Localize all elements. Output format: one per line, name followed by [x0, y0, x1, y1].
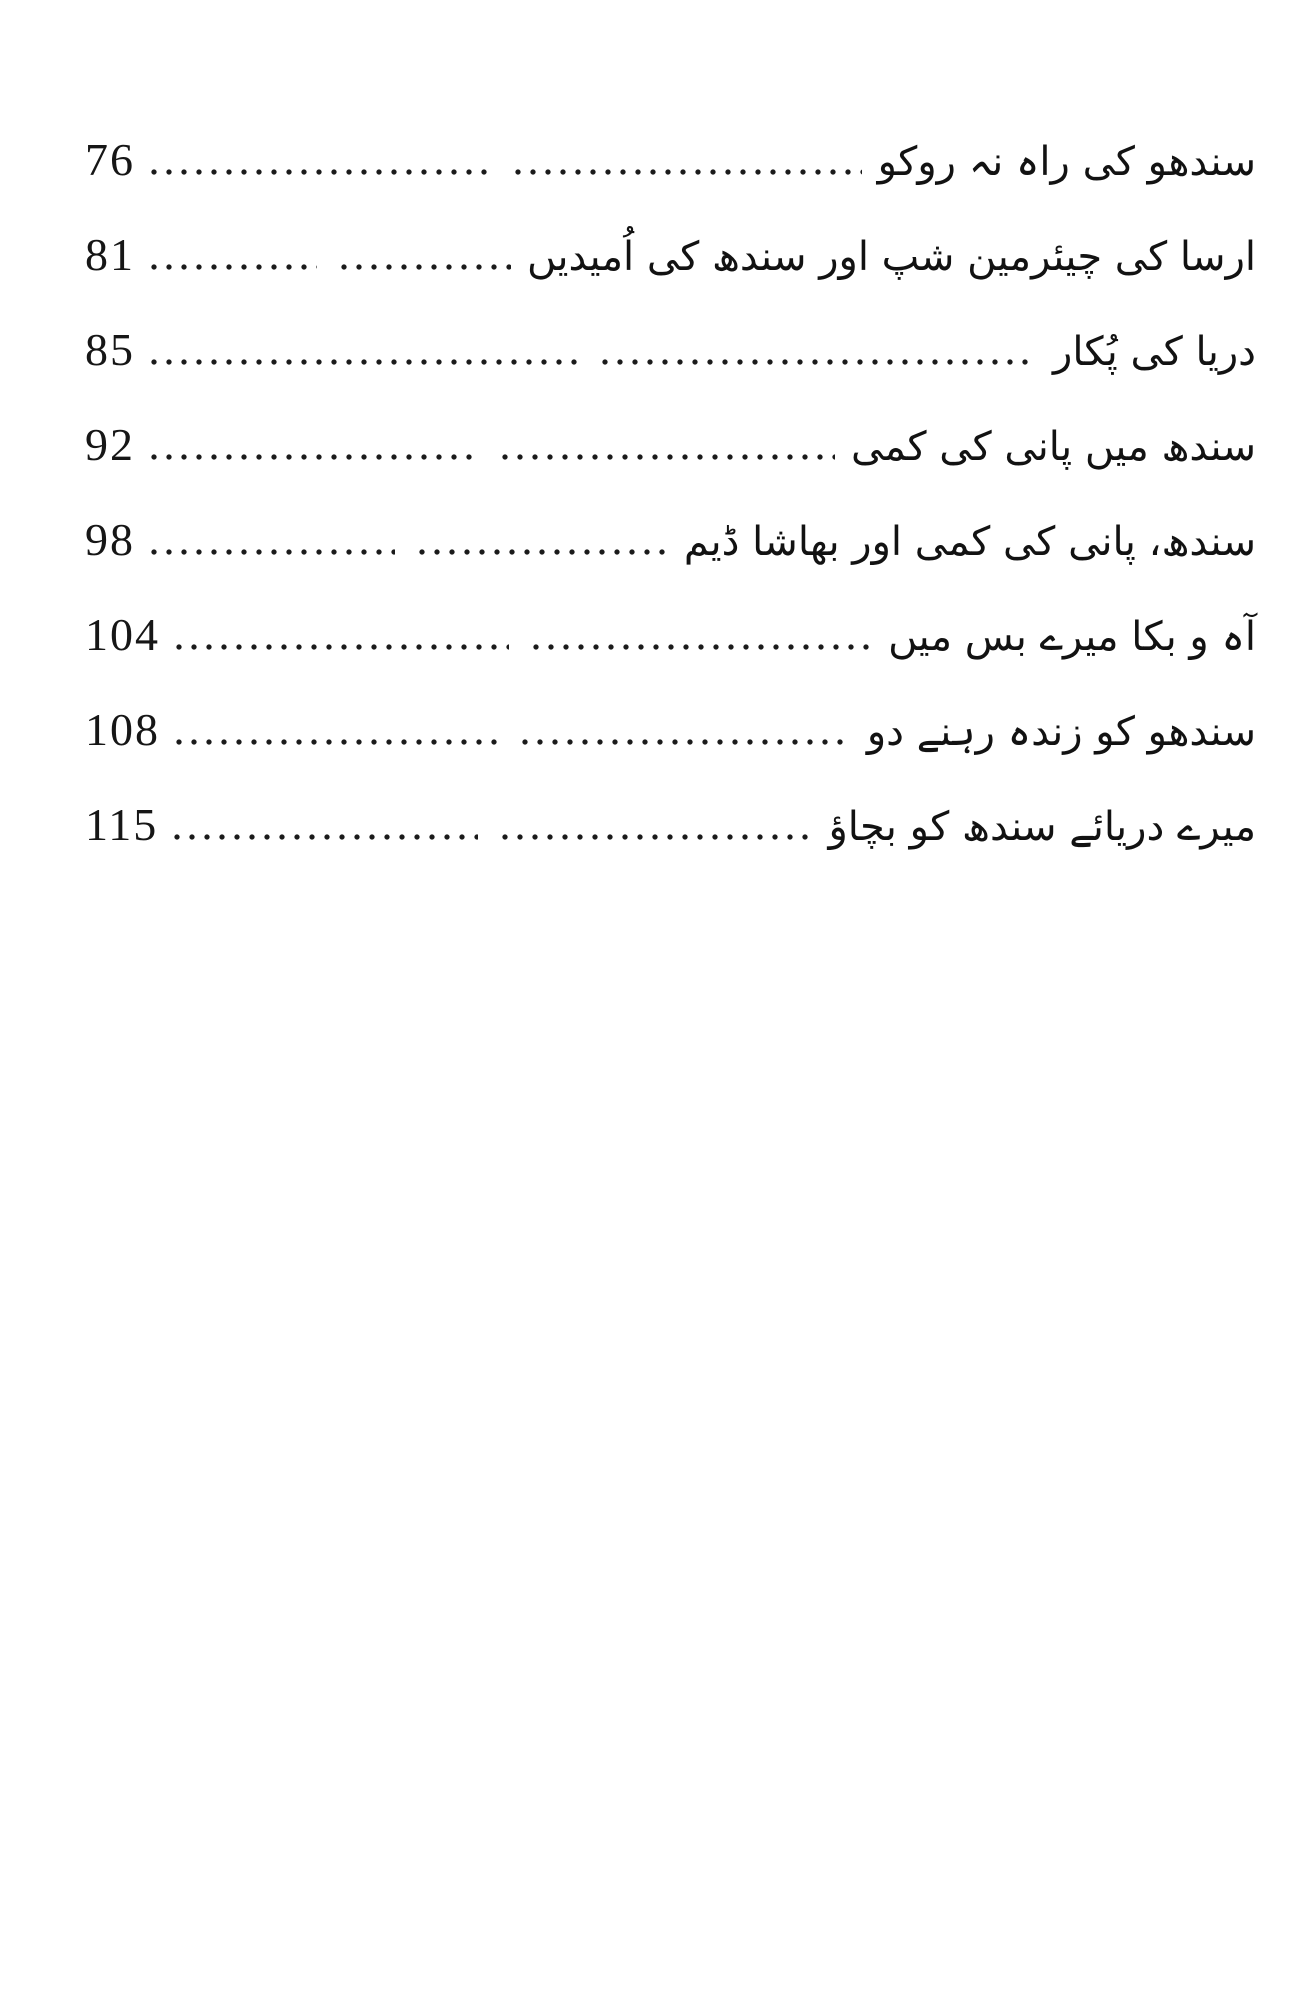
entry-page-number: 108 — [85, 704, 160, 755]
entry-page-number: 85 — [85, 324, 135, 375]
entry-title: میرے دریائے سندھ کو بچاؤ — [828, 804, 1256, 850]
toc-entry — [85, 397, 1256, 492]
table-of-contents — [85, 112, 1256, 872]
toc-entry — [85, 587, 1256, 682]
toc-entry — [85, 302, 1256, 397]
entry-page-number: 92 — [85, 419, 135, 470]
dot-leader — [172, 644, 872, 650]
entry-page-number: 76 — [85, 134, 135, 185]
toc-entry — [85, 682, 1256, 777]
entry-page-number: 81 — [85, 229, 135, 280]
dot-leader — [172, 739, 851, 745]
toc-entry — [85, 112, 1256, 207]
entry-page-number: 98 — [85, 514, 135, 565]
entry-page-number: 104 — [85, 609, 160, 660]
dot-leader — [147, 549, 668, 555]
toc-entry — [85, 207, 1256, 302]
dot-leader — [147, 169, 862, 175]
toc-entry — [85, 492, 1256, 587]
entry-title: سندھ میں پانی کی کمی — [851, 424, 1256, 470]
dot-leader — [170, 834, 812, 840]
entry-title: سندھو کی راہ نہ روکو — [877, 139, 1256, 185]
entry-title: سندھو کو زندہ رہنے دو — [866, 709, 1256, 755]
entry-title: سندھ، پانی کی کمی اور بھاشا ڈیم — [683, 519, 1256, 565]
dot-leader — [147, 454, 835, 460]
entry-title: دریا کی پُکار — [1053, 329, 1256, 375]
dot-leader — [147, 264, 511, 270]
entry-title: ارسا کی چیئرمین شپ اور سندھ کی اُمیدیں — [526, 234, 1256, 280]
entry-title: آہ و بکا میرے بس میں — [888, 614, 1256, 660]
toc-entry — [85, 777, 1256, 872]
entry-page-number: 115 — [85, 799, 159, 850]
dot-leader — [147, 359, 1037, 365]
